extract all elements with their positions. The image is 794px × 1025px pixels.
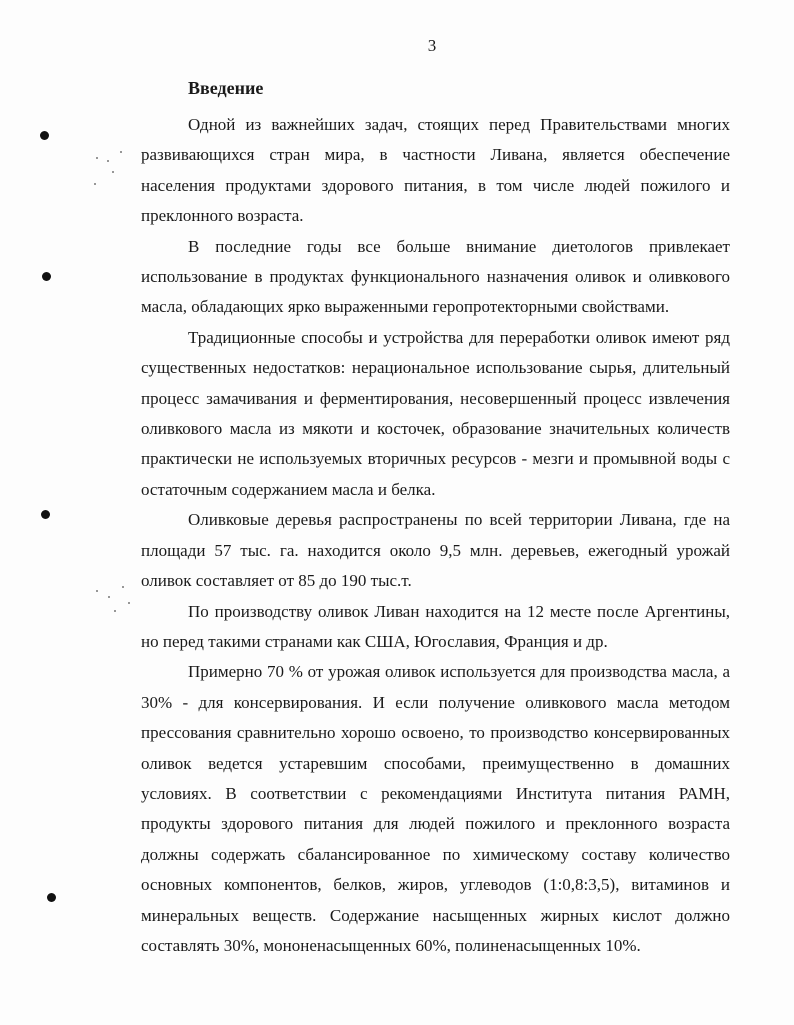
paragraph: Традиционные способы и устройства для переработки оливок имеют ряд существенных недостатков: нерациональное использование сырья, длительный процесс замачивания и ферментирования, несовершенный процесс извлечения оливкового масла из мякоти и косточек, образование значительных количеств практически не используемых вторичных ресурсов - мезги и промывной воды с остаточным содержанием масла и белка. [141,327,730,499]
section-heading: Введение [188,78,264,98]
paragraph: По производству оливок Ливан находится на 12 месте после Аргентины, но перед такими странами как США, Югославия, Франция и др. [141,601,730,651]
body-text [141,110,730,961]
paragraph: Одной из важнейших задач, стоящих перед Правительствами многих развивающихся стран мира, в частности Ливана, является обеспечение населения продуктами здорового питания, в том числе людей пожилого и преклонного возраста. [141,115,730,226]
scan-speck [112,171,114,173]
paragraph: Оливковые деревья распространены по всей территории Ливана, где на площади 57 тыс. га. находится около 9,5 млн. деревьев, ежегодный урожай оливок составляет от 85 до 190 тыс.т. [141,510,730,591]
scan-speck [122,586,124,588]
scan-speck [96,590,98,592]
scan-speck [108,596,110,598]
scan-speck [107,160,109,162]
scan-speck [128,602,130,604]
paragraph: В последние годы все больше внимание диетологов привлекает использование в продуктах функционального назначения оливок и оливкового масла, обладающих ярко выраженными геропротекторными свойствами. [141,236,730,317]
scan-speck [114,610,116,612]
scan-speck [96,157,98,159]
binder-hole-mark [40,131,49,140]
binder-hole-mark [42,272,51,281]
paragraph: Примерно 70 % от урожая оливок используется для производства масла, а 30% - для консервирования. И если получение оливкового масла методом прессования сравнительно хорошо освоено, то производство консервированных оливок ведется устаревшим способами, преимущественно в домашних условиях. В соответствии с рекомендациями Института питания РАМН, продукты здорового питания для людей пожилого и преклонного возраста должны содержать сбалансированное по химическому составу количество основных компонентов, белков, жиров, углеводов (1:0,8:3,5), витаминов и минеральных веществ. Содержание насыщенных жирных кислот должно составлять 30%, мононенасыщенных 60%, полиненасыщенных 10%. [141,662,730,955]
binder-hole-mark [41,510,50,519]
binder-hole-mark [47,893,56,902]
page-number: 3 [427,36,437,55]
scan-speck [94,183,96,185]
scan-speck [120,151,122,153]
